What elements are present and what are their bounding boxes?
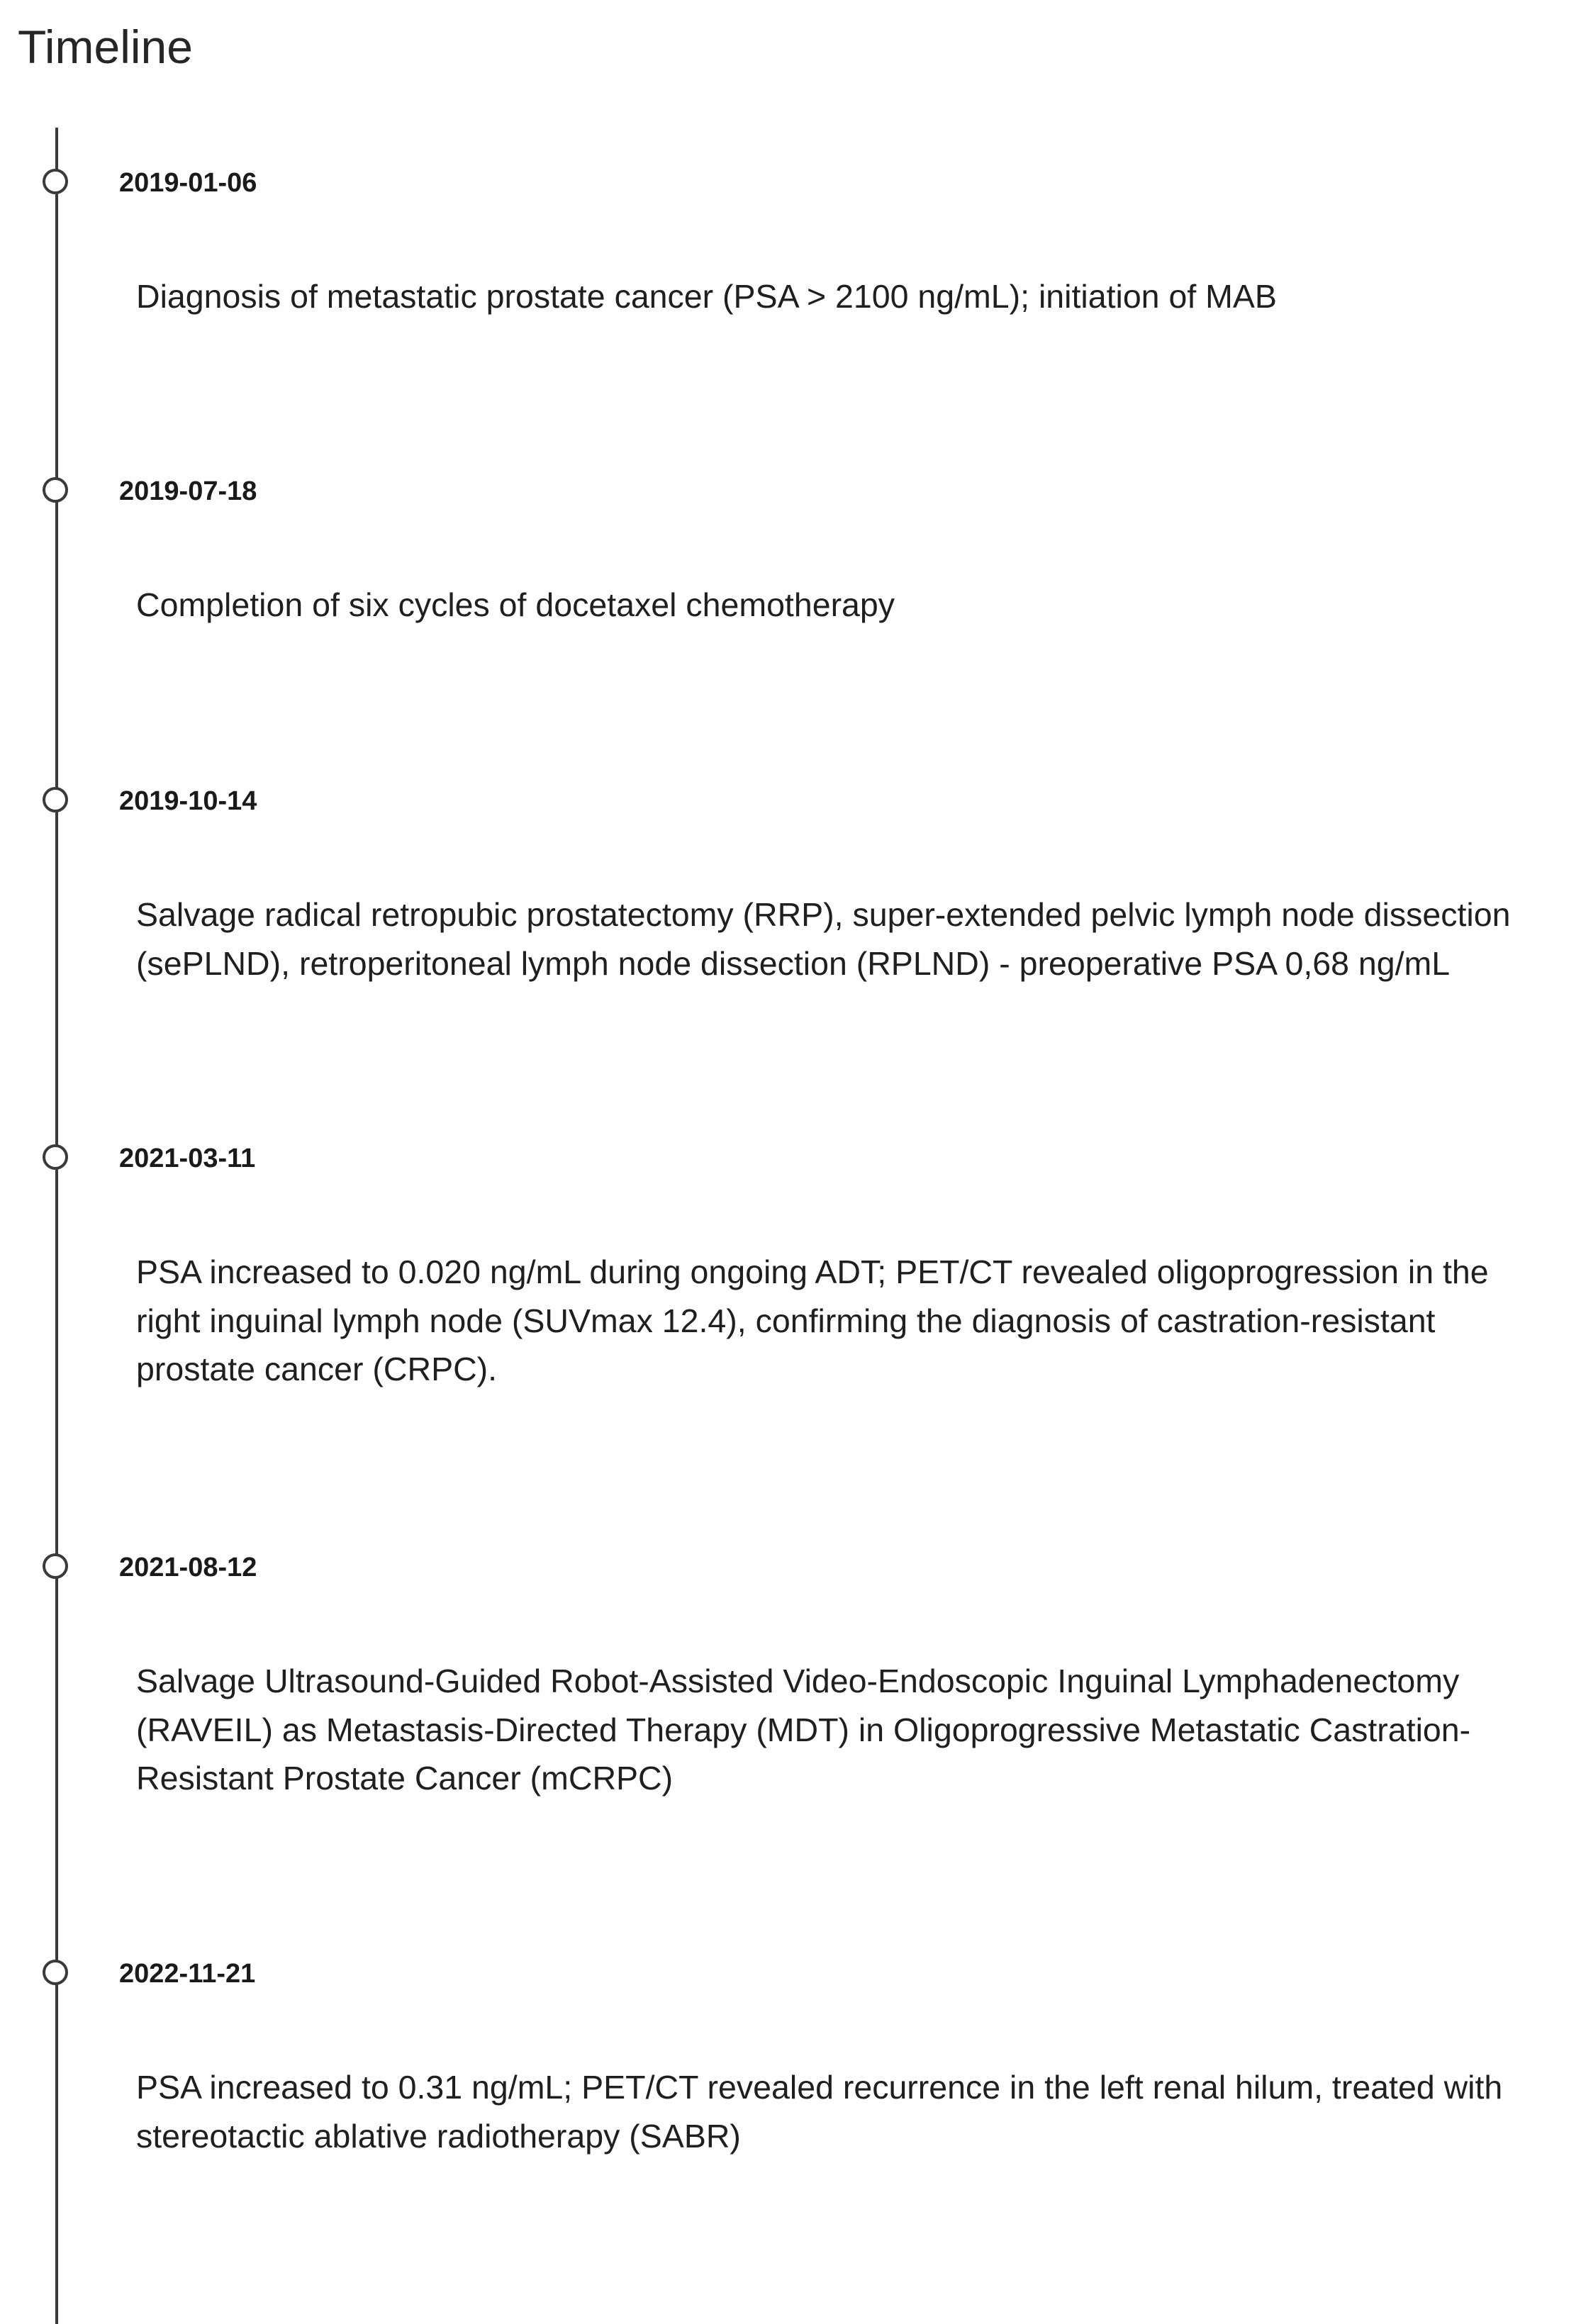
event-date: 2022-11-21	[119, 1959, 256, 1989]
event-description: PSA increased to 0.020 ng/mL during ongoing ADT; PET/CT revealed oligoprogression in the right inguinal lymph node (SUVmax 12.4), confirming the diagnosis of castration-resistant prostate cancer (CRPC).	[136, 1253, 1489, 1387]
timeline-node-circle-icon	[43, 1960, 68, 1985]
page-title: Timeline	[18, 21, 193, 73]
event-date: 2019-07-18	[119, 476, 257, 506]
timeline-node-circle-icon	[43, 1144, 68, 1170]
event-description: Completion of six cycles of docetaxel chemotherapy	[136, 586, 895, 623]
timeline-node-circle-icon	[43, 1553, 68, 1579]
event-date: 2019-10-14	[119, 786, 257, 816]
event-description: Salvage radical retropubic prostatectomy (RRP), super-extended pelvic lymph node dissection (sePLND), retroperitoneal lymph node dissection (RPLND) - preoperative PSA 0,68 ng/mL	[136, 896, 1511, 982]
event-date: 2021-08-12	[119, 1553, 257, 1582]
event-date: 2019-01-06	[119, 168, 257, 198]
timeline-node-circle-icon	[43, 787, 68, 812]
event-date: 2021-03-11	[119, 1144, 256, 1173]
event-description: Diagnosis of metastatic prostate cancer (PSA > 2100 ng/mL); initiation of MAB	[136, 278, 1277, 315]
timeline-node-circle-icon	[43, 477, 68, 503]
event-description: Salvage Ultrasound-Guided Robot-Assisted Video-Endoscopic Inguinal Lymphadenectomy (RAVEIL) as Metastasis-Directed Therapy (MDT) in Oligoprogressive Metastatic Castration-Resistant Prostate Cancer (mCRPC)	[136, 1663, 1471, 1797]
timeline-axis-line	[55, 128, 58, 2324]
event-description: PSA increased to 0.31 ng/mL; PET/CT revealed recurrence in the left renal hilum, treated with stereotactic ablative radiotherapy (SABR)	[136, 2069, 1503, 2155]
timeline-node-circle-icon	[43, 169, 68, 194]
